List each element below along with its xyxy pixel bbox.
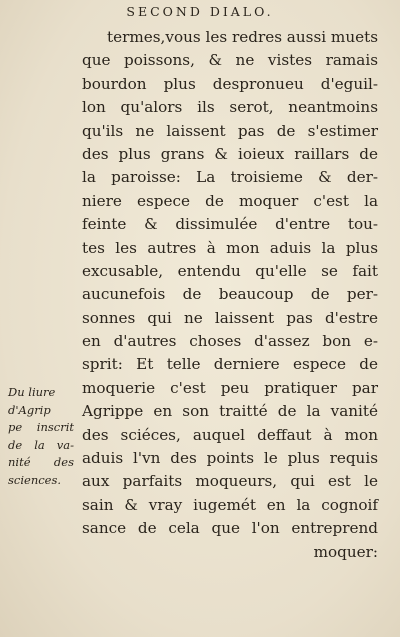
margin-note-line: Du liure bbox=[8, 385, 56, 399]
margin-note bbox=[8, 384, 74, 489]
text-line: que poissons, & ne vistes ramais bbox=[82, 51, 378, 70]
running-head: SECOND DIALO. bbox=[126, 4, 274, 19]
text-line: aux parfaits moqueurs, qui est le bbox=[82, 472, 378, 491]
text-line: qu'ils ne laissent pas de s'estimer bbox=[82, 121, 378, 140]
text-line: feinte & dissimulée d'entre tou- bbox=[82, 215, 378, 234]
text-line: des sciéces, auquel deffaut à mon bbox=[82, 425, 378, 444]
text-line: sain & vray iugemét en la cognoif bbox=[82, 495, 378, 514]
text-line: termes,vous les redres aussi muets bbox=[107, 28, 378, 46]
body-text bbox=[82, 26, 378, 564]
margin-note-line: sciences. bbox=[8, 472, 62, 487]
text-line: sonnes qui ne laissent pas d'estre bbox=[82, 308, 378, 327]
margin-note-line: pe inscrit bbox=[8, 420, 74, 434]
text-line: aduis l'vn des points le plus requis bbox=[82, 449, 378, 468]
text-line: bourdon plus despronueu d'eguil- bbox=[82, 74, 378, 93]
text-line: des plus grans & ioieux raillars de bbox=[82, 144, 378, 163]
margin-note-line: nité des bbox=[8, 455, 74, 469]
text-line: moquerie c'est peu pratiquer par bbox=[82, 378, 378, 397]
text-line: excusable, entendu qu'elle se fait bbox=[82, 261, 378, 280]
margin-note-line: de la va- bbox=[8, 437, 74, 452]
text-line: sprit: Et telle derniere espece de bbox=[82, 355, 378, 374]
text-line: niere espece de moquer c'est la bbox=[82, 191, 378, 210]
text-line: moquer: bbox=[313, 542, 378, 561]
text-line: aucunefois de beaucoup de per- bbox=[82, 285, 378, 304]
text-line: lon qu'alors ils serot, neantmoins bbox=[82, 98, 378, 117]
text-line: sance de cela que l'on entreprend bbox=[82, 519, 378, 538]
text-line: en d'autres choses d'assez bon e- bbox=[82, 332, 378, 351]
text-line: la paroisse: La troisieme & der- bbox=[82, 168, 378, 187]
margin-note-line: d'Agrip bbox=[8, 402, 51, 417]
text-line: tes les autres à mon aduis la plus bbox=[82, 238, 378, 257]
text-line: Agrippe en son traitté de la vanité bbox=[82, 402, 378, 421]
